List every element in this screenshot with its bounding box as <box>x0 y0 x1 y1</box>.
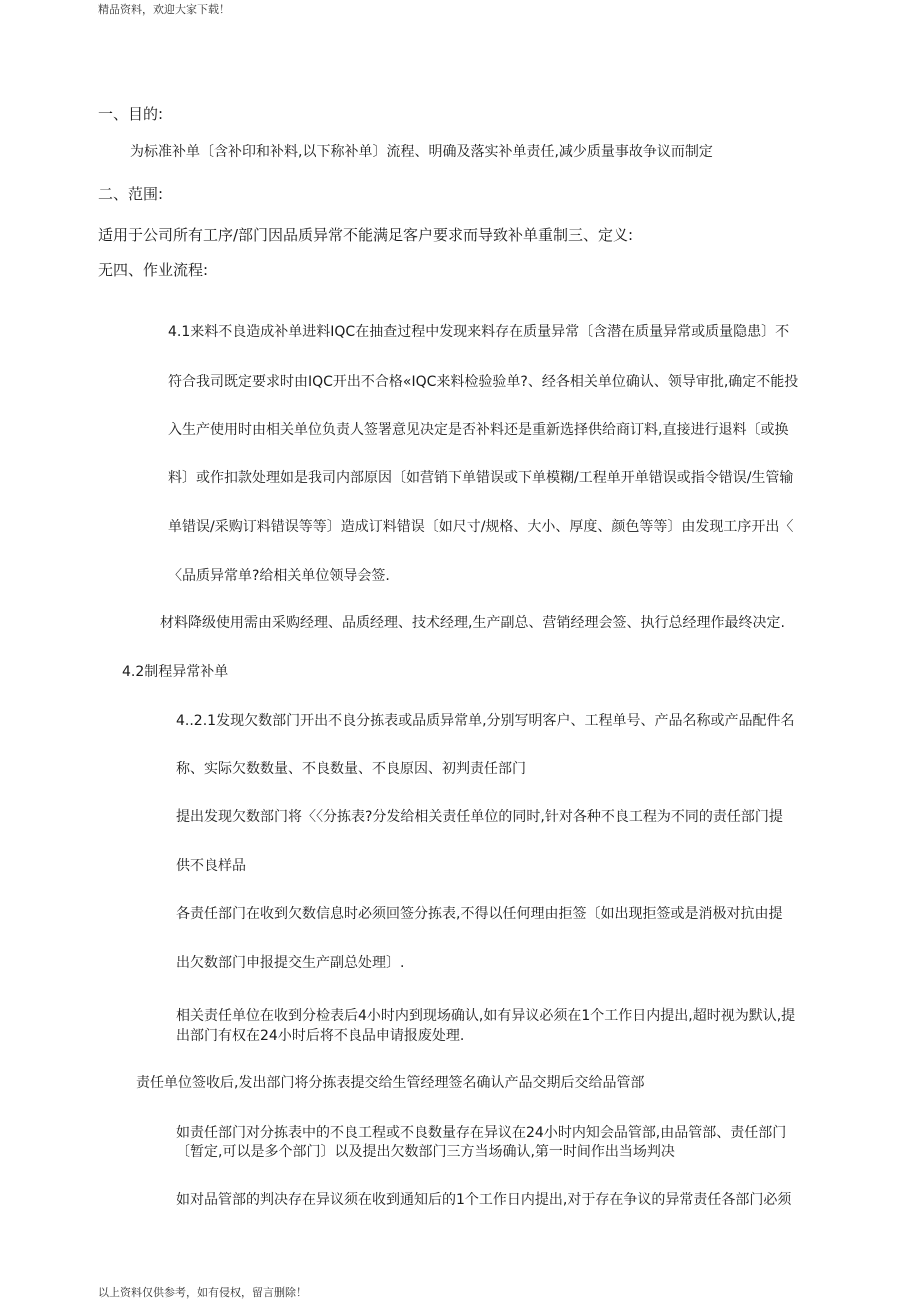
item41-line-1: 4.1来料不良造成补单进料IQC在抽查过程中发现来料存在质量异常〔含潜在质量异常或质量隐患〕不 <box>168 324 790 340</box>
item41-line-3: 入生产使用时由相关单位负责人签署意见决定是否补料还是重新选择供给商订料,直接进行退料〔或换 <box>168 422 789 438</box>
item41-line-2: 符合我司既定要求时由IQC开出不合格«IQC来料检验验单?、经各相关单位确认、领导审批,确定不能投 <box>168 374 799 390</box>
section1-title: 一、目的: <box>98 105 164 123</box>
item42-p1-line-2: 称、实际欠数数量、不良数量、不良原因、初判责任部门 <box>176 761 526 777</box>
item42-p4-line-1: 相关责任单位在收到分检表后4小时内到现场确认,如有异议必须在1个工作日内提出,超时视为默认,提 <box>176 1008 796 1024</box>
section1-body: 为标准补单〔含补印和补料,以下称补单〕流程、明确及落实补单责任,减少质量事故争议而制定 <box>130 144 713 160</box>
section2-body: 适用于公司所有工序/部门因品质异常不能满足客户要求而导致补单重制三、定义: <box>98 226 634 244</box>
item42-p2-line-1: 提出发现欠数部门将〈〈分拣表?分发给相关责任单位的同时,针对各种不良工程为不同的责任部门提 <box>176 809 783 825</box>
item42-p1-line-1: 4..2.1发现欠数部门开出不良分拣表或品质异常单,分别写明客户、工程单号、产品名称或产品配件名 <box>176 713 795 729</box>
item41-line-5: 单错误/采购订料错误等等〕造成订料错误〔如尺寸/规格、大小、厚度、颜色等等〕由发现工序开出〈 <box>168 519 794 535</box>
page-header: 精品资料，欢迎大家下载！ <box>98 3 230 16</box>
item42-p7: 如对品管部的判决存在异议须在收到通知后的1个工作日内提出,对于存在争议的异常责任各部门必须 <box>176 1192 792 1208</box>
item41-line-4: 料〕或作扣款处理如是我司内部原因〔如营销下单错误或下单模糊/工程单开单错误或指令错误/生管输 <box>168 470 794 486</box>
item41-line-6: 〈品质异常单?给相关单位领导会签. <box>168 568 390 584</box>
item42-p6-line-2: 〔暂定,可以是多个部门〕以及提出欠数部门三方当场确认,第一时间作出当场判决 <box>176 1144 675 1160</box>
item41-note: 材料降级使用需由采购经理、品质经理、技术经理,生产副总、营销经理会签、执行总经理作最终决定. <box>160 615 785 631</box>
item42-title: 4.2制程异常补单 <box>122 664 229 680</box>
page-footer: 以上资料仅供参考，如有侵权，留言删除！ <box>98 1286 307 1299</box>
item42-p3-line-1: 各责任部门在收到欠数信息时必须回签分拣表,不得以任何理由拒签〔如出现拒签或是消极对抗由提 <box>176 906 783 922</box>
item42-p6-line-1: 如责任部门对分拣表中的不良工程或不良数量存在异议在24小时内知会品管部,由品管部、责任部门 <box>176 1125 787 1141</box>
item42-p3-line-2: 出欠数部门申报提交生产副总处理〕. <box>176 955 405 971</box>
section2-title: 二、范围: <box>98 185 164 203</box>
section2-body2: 无四、作业流程: <box>98 261 209 279</box>
item42-p2-line-2: 供不良样品 <box>176 858 246 874</box>
item42-p5: 责任单位签收后,发出部门将分拣表提交给生管经理签名确认产品交期后交给品管部 <box>136 1075 645 1091</box>
item42-p4-line-2: 出部门有权在24小时后将不良品申请报废处理. <box>176 1028 465 1044</box>
